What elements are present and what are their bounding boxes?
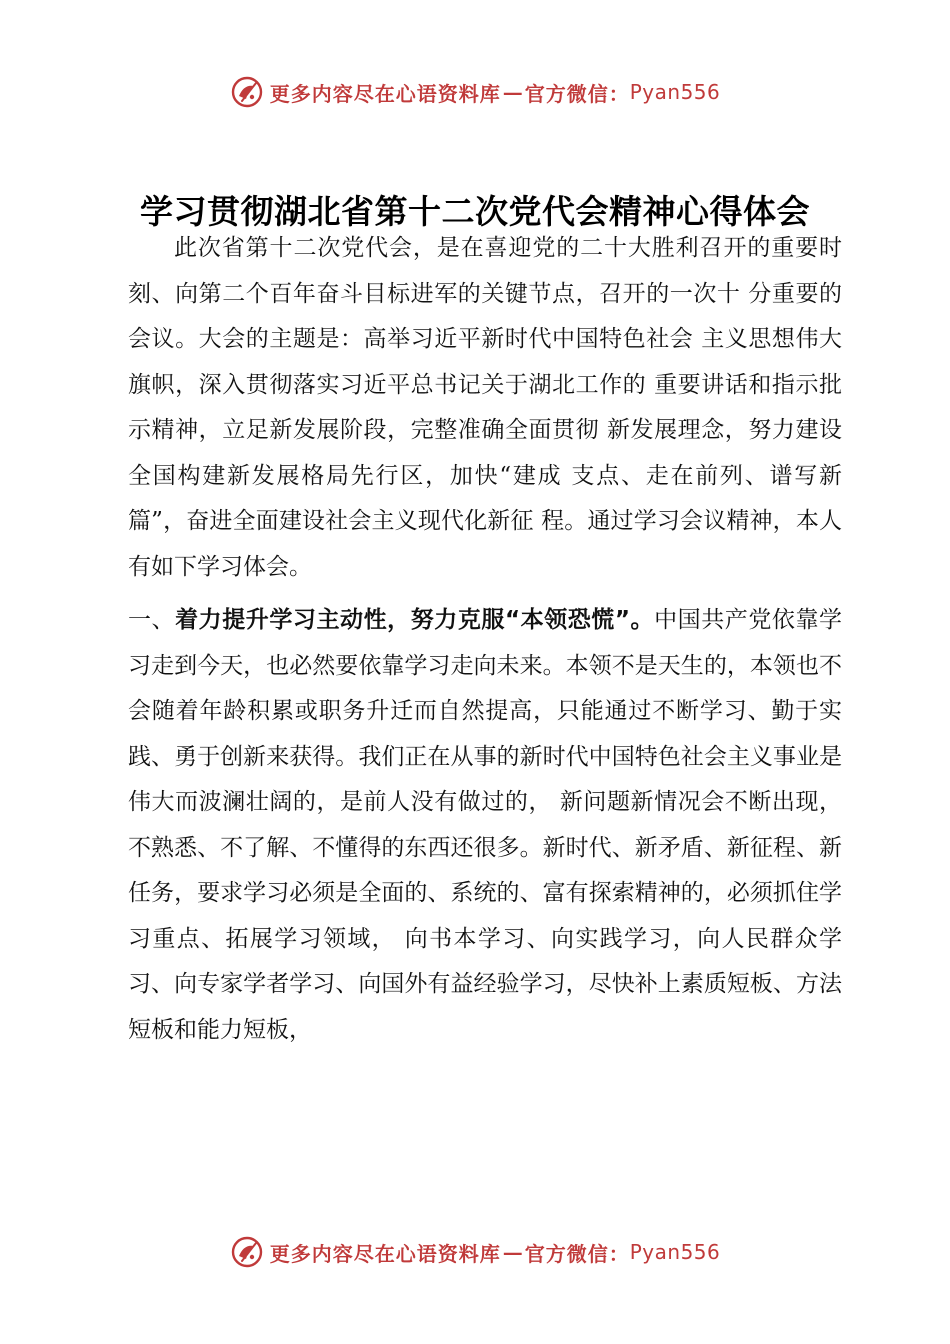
watermark-separator: — [502,80,523,104]
watermark-text: 更多内容尽在心语资料库 [269,1241,501,1266]
document-body [128,226,842,1053]
watermark-separator: — [502,1240,523,1264]
watermark-label: 官方微信： [524,81,630,106]
document-title: 学习贯彻湖北省第十二次党代会精神心得体会 [140,192,810,231]
watermark-account: Pyan556 [629,80,721,104]
section-1-paragraph [128,598,842,1053]
watermark-label: 官方微信： [524,1241,630,1266]
header-watermark [0,72,950,112]
seal-logo-icon [230,75,264,109]
intro-paragraph: 此次省第十二次党代会，是在喜迎党的二十大胜利召开的重要时刻、向第二个百年奋斗目标进军的关键节点，召开的一次十 分重要的会议。大会的主题是：高举习近平新时代中国特色社会 主义思想伟大旗帜，深入贯彻落实习近平总书记关于湖北工作的 重要讲话和指示批示精神，立足新发展阶段，完整准确全面贯彻 新发展理念，努力建设全国构建新发展格局先行区，加快“建成 支点、走在前列、谱写新篇”，奋进全面建设社会主义现代化新征 程。通过学习会议精神，本人有如下学习体会。 [128,235,842,580]
watermark-account: Pyan556 [629,1240,721,1264]
section-1-body: 中国共产党依靠学习走到今天，也必然要依靠学习走向未来。本领不是天生的，本领也不会随着年龄积累或职务升迁而自然提高，只能通过不断学习、勤于实践、勇于创新来获得。我们正在从事的新时代中国特色社会主义事业是伟大而波澜壮阔的，是前人没有做过的， 新问题新情况会不断出现，不熟悉、不了解、不懂得的东西还很多。新时代、新矛盾、新征程、新任务，要求学习必须是全面的、系统的、富有探索精神的，必须抓住学习重点、拓展学习领域， 向书本学习、向实践学习，向人民群众学习、向专家学者学习、向国外有益经验学习，尽快补上素质短板、方法短板和能力短板， [128,607,843,1043]
section-1-heading: 着力提升学习主动性，努力克服“本领恐慌”。 [175,607,655,633]
section-1-number: 一、 [128,607,176,633]
seal-logo-icon [230,1235,264,1269]
watermark-text: 更多内容尽在心语资料库 [269,81,501,106]
footer-watermark [0,1232,950,1272]
